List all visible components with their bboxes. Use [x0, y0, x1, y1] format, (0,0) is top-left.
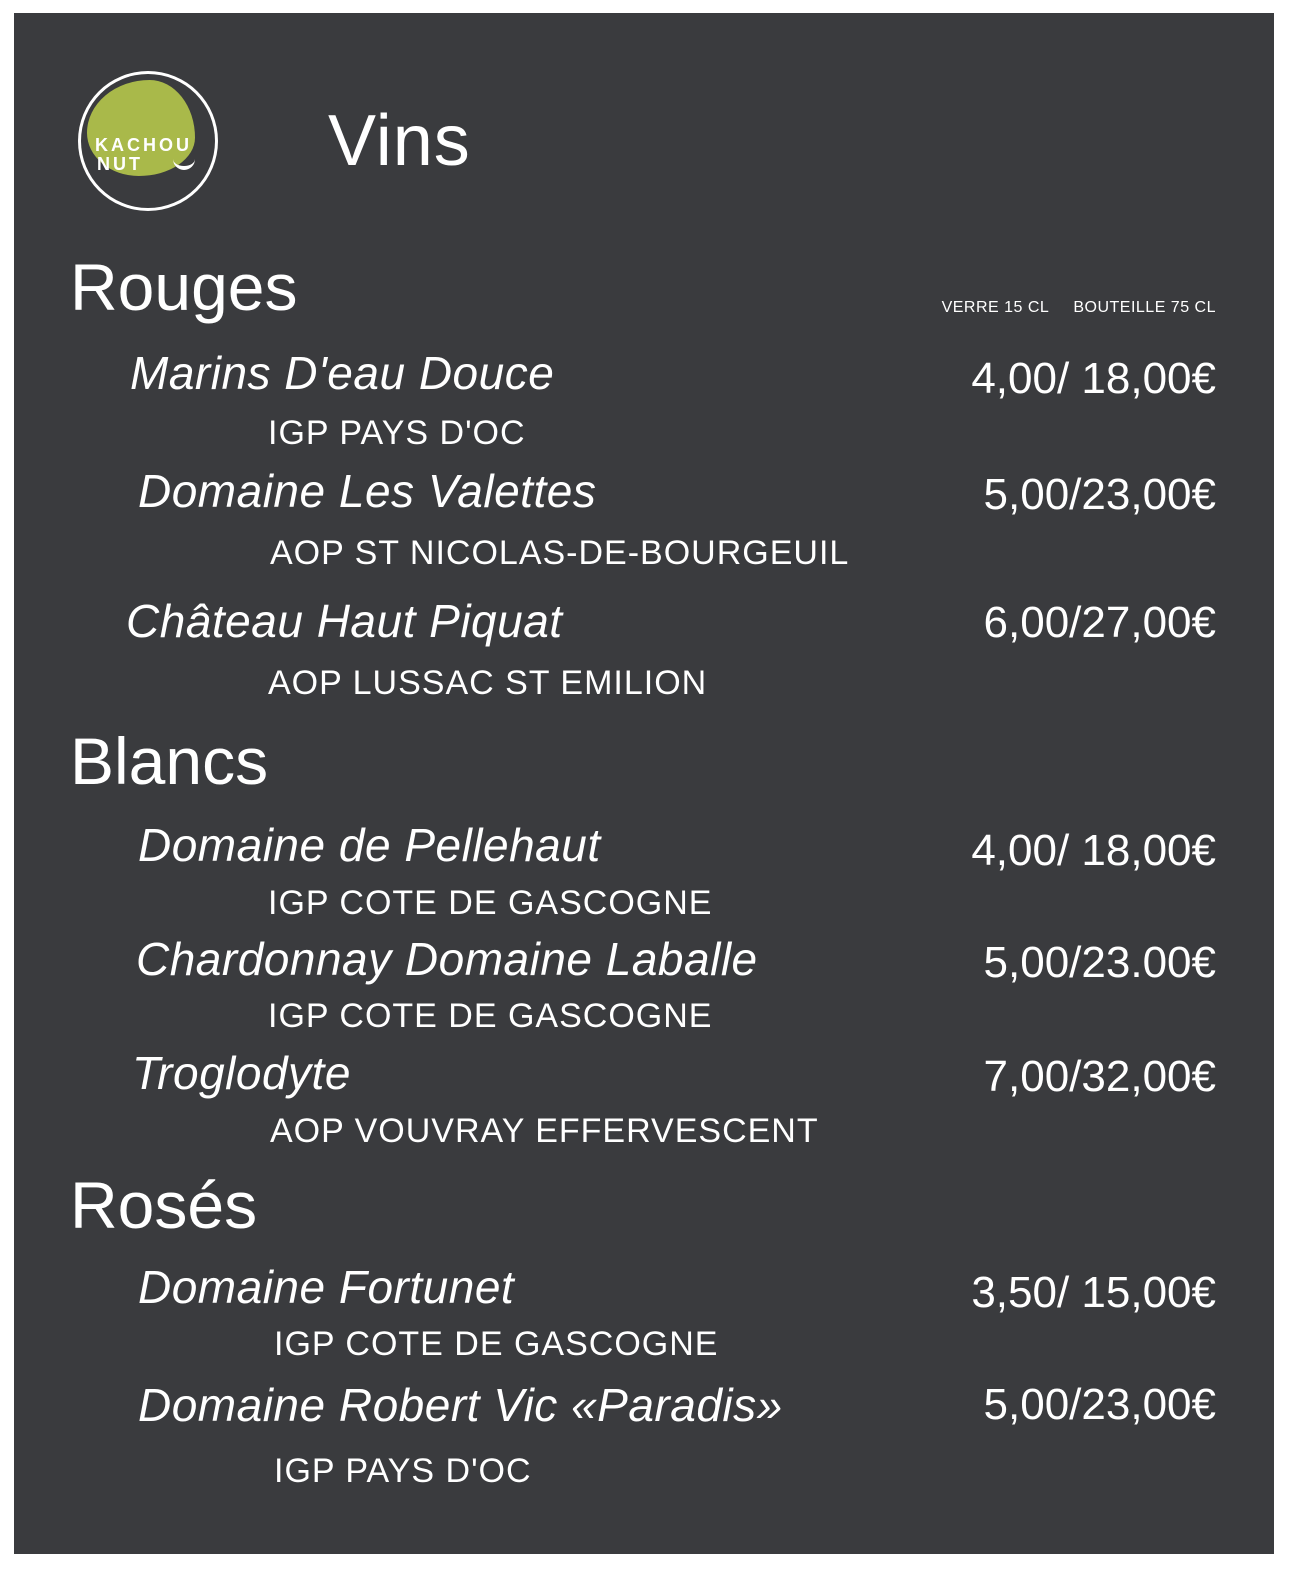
wine-appellation: IGP COTE DE GASCOGNE: [268, 884, 713, 922]
wine-name: Château Haut Piquat: [126, 595, 563, 647]
wine-appellation: IGP PAYS D'OC: [268, 414, 526, 452]
wine-name: Chardonnay Domaine Laballe: [136, 933, 758, 985]
wine-name: Troglodyte: [132, 1047, 351, 1099]
kachounut-logo: [78, 71, 218, 211]
wine-appellation: IGP PAYS D'OC: [274, 1452, 532, 1490]
section-title-roses: Rosés: [70, 1168, 258, 1242]
page-title: Vins: [328, 101, 471, 181]
section-title-blancs: Blancs: [70, 724, 269, 798]
wine-name: Domaine Robert Vic «Paradis»: [138, 1379, 783, 1431]
wine-price: 7,00/32,00€: [983, 1052, 1216, 1101]
price-column-headers: [942, 299, 1216, 317]
menu-board: [14, 13, 1274, 1554]
wine-price: 6,00/27,00€: [983, 598, 1216, 647]
wine-name: Domaine Les Valettes: [138, 465, 597, 517]
wine-price: 5,00/23,00€: [983, 470, 1216, 519]
section-title-rouges: Rouges: [70, 250, 298, 324]
glass-column-header: VERRE 15 CL: [941, 299, 1050, 316]
wine-appellation: IGP COTE DE GASCOGNE: [268, 997, 713, 1035]
wine-name: Domaine de Pellehaut: [138, 819, 601, 871]
wine-name: Marins D'eau Douce: [130, 347, 555, 399]
wine-appellation: AOP LUSSAC ST EMILION: [268, 664, 708, 702]
wine-price: 5,00/23,00€: [983, 1380, 1216, 1429]
wine-price: 4,00/ 18,00€: [971, 354, 1216, 403]
wine-price: 4,00/ 18,00€: [971, 826, 1216, 875]
bottle-column-header: BOUTEILLE 75 CL: [1073, 299, 1216, 316]
wine-appellation: AOP VOUVRAY EFFERVESCENT: [270, 1112, 819, 1150]
wine-price: 5,00/23.00€: [983, 938, 1216, 987]
logo-text: KACHOU NUT: [95, 135, 192, 174]
wine-name: Domaine Fortunet: [138, 1261, 515, 1313]
wine-price: 3,50/ 15,00€: [971, 1268, 1216, 1317]
wine-appellation: IGP COTE DE GASCOGNE: [274, 1325, 719, 1363]
wine-appellation: AOP ST NICOLAS-DE-BOURGEUIL: [270, 534, 850, 572]
